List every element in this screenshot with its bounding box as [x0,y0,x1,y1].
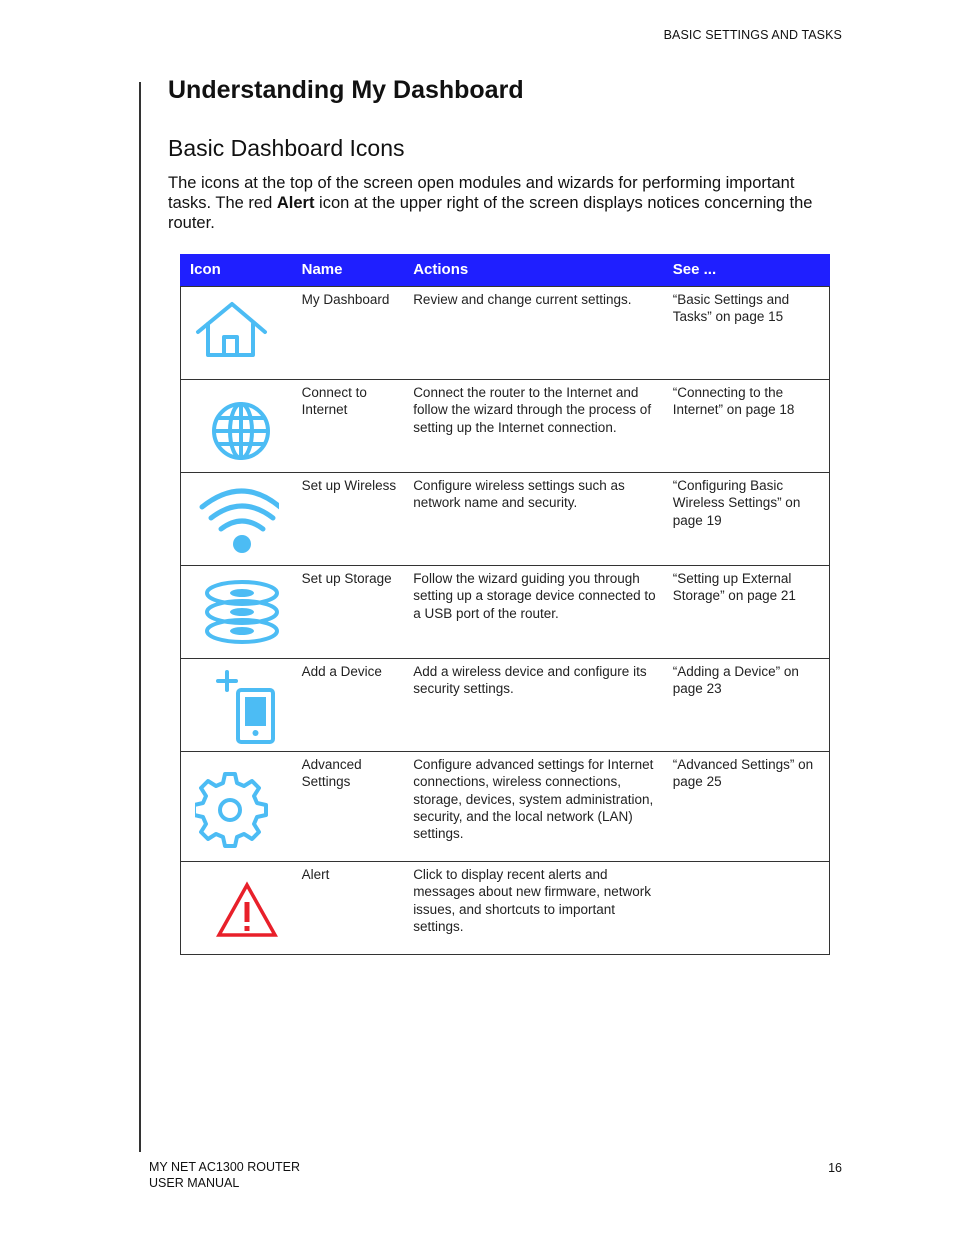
column-header-icon: Icon [181,255,293,287]
intro-text-after: icon at the upper right of the screen displays notices concerning the router. [168,194,813,232]
icon-cell [181,752,293,862]
wifi-icon [195,477,279,561]
section-subtitle: Basic Dashboard Icons [168,135,405,161]
row-name: My Dashboard [293,287,405,380]
page-number: 16 [828,1161,842,1175]
table-row [181,473,830,566]
table-row [181,659,830,752]
storage-icon [195,570,279,654]
home-icon [195,291,279,375]
globe-icon [195,384,279,468]
column-header-name: Name [293,255,405,287]
row-see [664,862,830,955]
row-see: “Basic Settings and Tasks” on page 15 [664,287,830,380]
gear-icon [195,756,279,857]
column-header-see: See ... [664,255,830,287]
footer-product [149,1159,300,1191]
icon-cell [181,287,293,380]
table-row [181,287,830,380]
table-header-row [181,255,830,287]
table-row [181,380,830,473]
row-name: Add a Device [293,659,405,752]
row-actions: Configure advanced settings for Internet connections, wireless connections, storage, devices, system administration, security, and the local network (LAN) settings. [404,752,664,862]
intro-text-before: The icons at the top of the screen open modules and wizards for performing important tasks. The red [168,174,795,212]
page-title: Understanding My Dashboard [168,76,524,104]
running-header: BASIC SETTINGS AND TASKS [663,28,842,42]
icon-cell [181,473,293,566]
row-see: “Advanced Settings” on page 25 [664,752,830,862]
add-device-icon [195,663,279,747]
row-name: Alert [293,862,405,955]
icon-cell [181,566,293,659]
row-name: Advanced Settings [293,752,405,862]
column-header-actions: Actions [404,255,664,287]
row-see: “Configuring Basic Wireless Settings” on page 19 [664,473,830,566]
row-see: “Connecting to the Internet” on page 18 [664,380,830,473]
row-name: Set up Storage [293,566,405,659]
row-see: “Setting up External Storage” on page 21 [664,566,830,659]
row-name: Connect to Internet [293,380,405,473]
side-rule [139,82,141,1152]
intro-paragraph [168,173,838,233]
intro-alert-word: Alert [276,194,315,212]
icon-cell [181,380,293,473]
row-actions: Configure wireless settings such as network name and security. [404,473,664,566]
table-row [181,566,830,659]
dashboard-icons-table [180,254,830,955]
footer-line-2: USER MANUAL [149,1176,240,1190]
row-actions: Connect the router to the Internet and follow the wizard through the process of setting up the Internet connection. [404,380,664,473]
row-name: Set up Wireless [293,473,405,566]
table-row [181,862,830,955]
row-actions: Click to display recent alerts and messages about new firmware, network issues, and shortcuts to important settings. [404,862,664,955]
row-actions: Add a wireless device and configure its security settings. [404,659,664,752]
footer-line-1: MY NET AC1300 ROUTER [149,1160,300,1174]
icon-cell [181,659,293,752]
row-actions: Follow the wizard guiding you through setting up a storage device connected to a USB port of the router. [404,566,664,659]
alert-icon [195,866,279,950]
icon-cell [181,862,293,955]
row-actions: Review and change current settings. [404,287,664,380]
row-see: “Adding a Device” on page 23 [664,659,830,752]
table-row [181,752,830,862]
